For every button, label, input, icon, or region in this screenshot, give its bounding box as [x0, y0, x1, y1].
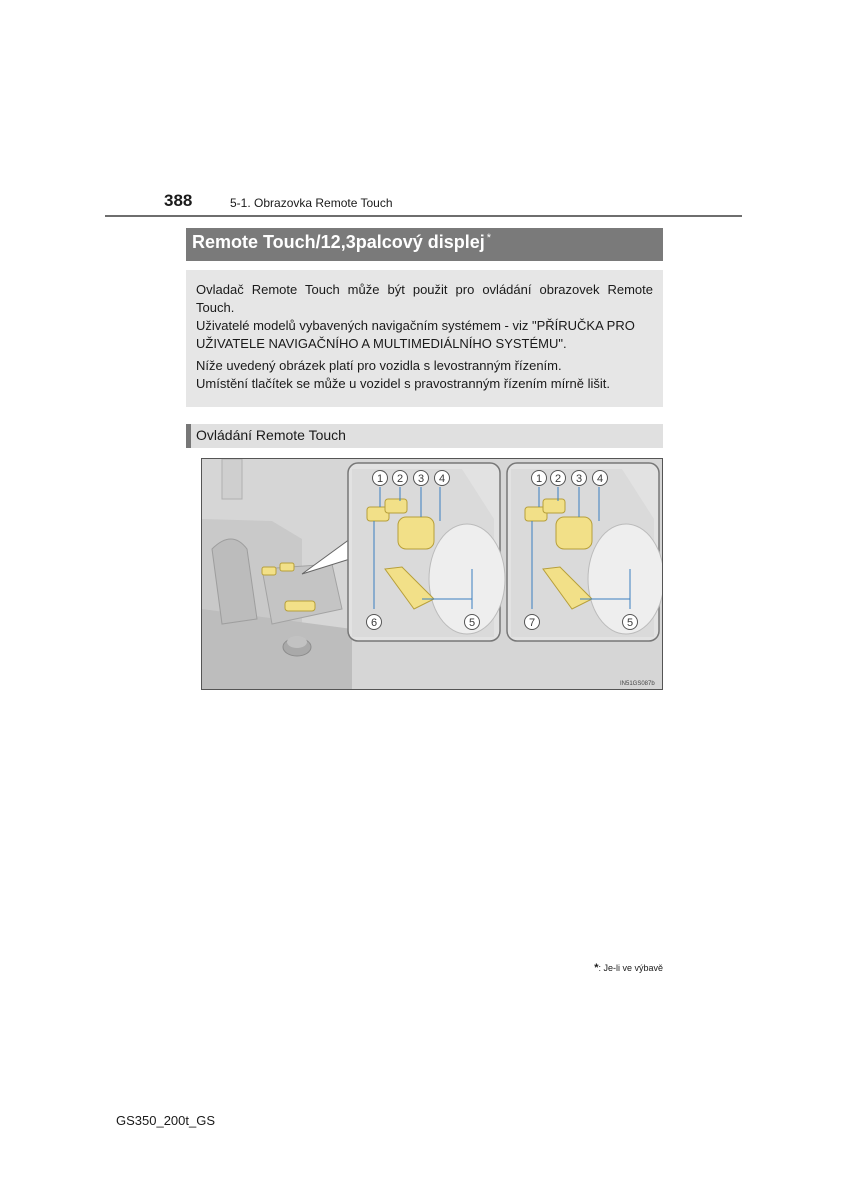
- svg-text:3: 3: [417, 473, 425, 485]
- footer-model-code: GS350_200t_GS: [116, 1113, 216, 1128]
- callout-left-6: [367, 615, 382, 630]
- svg-text:6: 6: [370, 617, 378, 629]
- footnote: [540, 962, 663, 974]
- inset-left-button-2: [385, 499, 407, 513]
- callout-right-5: [623, 615, 638, 630]
- overview-button-left: [262, 567, 276, 575]
- intro-paragraph-3: Níže uvedený obrázek platí pro vozidla s levostranným řízením.: [196, 358, 562, 373]
- zoom-inset-right: [507, 463, 662, 641]
- callout-right-2: [551, 471, 566, 486]
- sub-heading: Ovládání Remote Touch: [186, 424, 663, 448]
- equipment-marker: *: [486, 232, 492, 244]
- svg-text:4: 4: [438, 473, 446, 485]
- svg-text:2: 2: [396, 473, 404, 485]
- section-title: 5-1. Obrazovka Remote Touch: [230, 196, 393, 210]
- inset-right-touch-pad: [556, 517, 592, 549]
- svg-text:5: 5: [626, 617, 634, 629]
- callout-right-7: [525, 615, 540, 630]
- main-heading-text: Remote Touch/12,3palcový displej: [192, 232, 485, 252]
- svg-text:1: 1: [535, 473, 543, 485]
- svg-text:4: 4: [596, 473, 604, 485]
- sub-heading-accent: [186, 424, 191, 448]
- main-heading: [186, 228, 663, 261]
- intro-paragraph-1: Ovladač Remote Touch může být použit pro ovládání obrazovek Remote Touch.: [196, 282, 653, 315]
- zoom-inset-left: [348, 463, 505, 641]
- callout-right-3: [572, 471, 587, 486]
- intro-paragraph-4: Umístění tlačítek se může u vozidel s pravostranným řízením mírně lišit.: [196, 376, 610, 391]
- svg-text:2: 2: [554, 473, 562, 485]
- footnote-marker: *: [594, 962, 599, 974]
- svg-text:7: 7: [528, 617, 536, 629]
- callout-left-1: [373, 471, 388, 486]
- callout-left-3: [414, 471, 429, 486]
- svg-text:5: 5: [468, 617, 476, 629]
- overview-button-right: [280, 563, 294, 571]
- intro-box: [186, 270, 663, 407]
- inset-left-touch-pad: [398, 517, 434, 549]
- callout-left-2: [393, 471, 408, 486]
- header-divider: [105, 215, 742, 217]
- callout-left-5: [465, 615, 480, 630]
- page-number: 388: [164, 191, 193, 210]
- inset-right-button-2: [543, 499, 565, 513]
- overview-lower-button: [285, 601, 315, 611]
- svg-text:1: 1: [376, 473, 384, 485]
- footnote-text: : Je-li ve výbavě: [598, 963, 663, 973]
- intro-paragraph-2: Uživatelé modelů vybavených navigačním systémem - viz "PŘÍRUČKA PRO UŽIVATELE NAVIGAČNÍHO A MULTIMEDIÁLNÍHO SYSTÉMU".: [196, 318, 635, 351]
- remote-touch-illustration: [201, 458, 663, 690]
- callout-right-4: [593, 471, 608, 486]
- callout-right-1: [532, 471, 547, 486]
- callout-left-4: [435, 471, 450, 486]
- image-code: IN51GS087b: [620, 681, 655, 687]
- svg-text:3: 3: [575, 473, 583, 485]
